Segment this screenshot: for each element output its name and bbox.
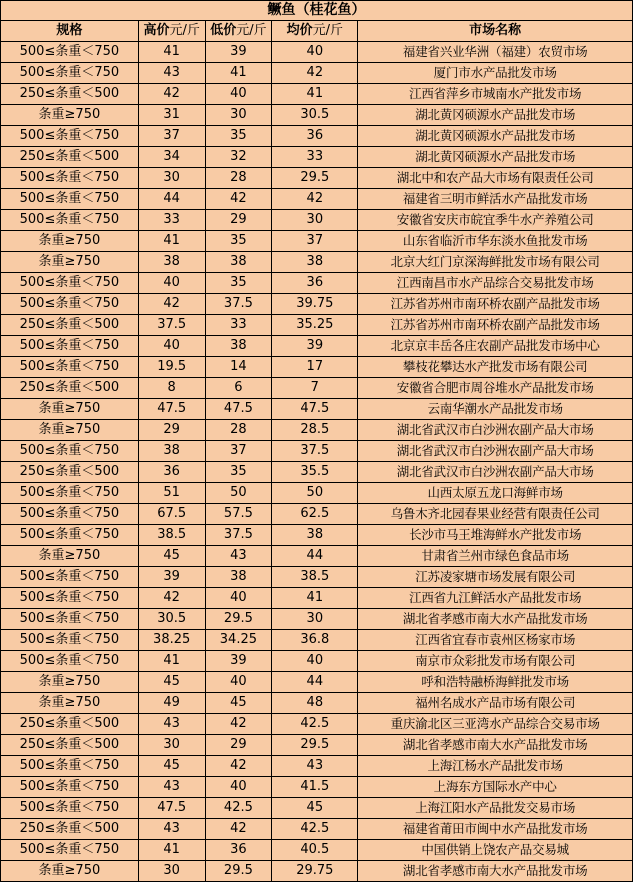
cell-market-name: 湖北省孝感市南大水产品批发市场 — [358, 609, 633, 630]
table-row — [1, 441, 633, 462]
cell-avg-price: 29.5 — [272, 735, 358, 756]
cell-spec: 500≤条重＜750 — [1, 504, 139, 525]
cell-market-name: 江西省九江鲜活水产品批发市场 — [358, 588, 633, 609]
cell-market-name: 南京市众彩批发市场有限公司 — [358, 651, 633, 672]
cell-high-price: 40 — [138, 273, 205, 294]
cell-spec: 条重≥750 — [1, 672, 139, 693]
cell-high-price: 47.5 — [138, 399, 205, 420]
cell-high-price: 45 — [138, 756, 205, 777]
table-row — [1, 546, 633, 567]
table-row — [1, 651, 633, 672]
cell-avg-price: 45 — [272, 798, 358, 819]
cell-high-price: 37 — [138, 126, 205, 147]
cell-market-name: 中国供销上饶农产品交易城 — [358, 840, 633, 861]
cell-low-price: 35 — [205, 462, 272, 483]
cell-market-name: 安徽省合肥市周谷堆水产品批发市场 — [358, 378, 633, 399]
cell-spec: 500≤条重＜750 — [1, 189, 139, 210]
cell-avg-price: 37 — [272, 231, 358, 252]
title-row — [1, 1, 633, 21]
cell-avg-price: 28.5 — [272, 420, 358, 441]
header-low — [205, 21, 272, 42]
cell-spec: 500≤条重＜750 — [1, 273, 139, 294]
header-market: 市场名称 — [358, 21, 633, 42]
cell-spec: 500≤条重＜750 — [1, 567, 139, 588]
cell-avg-price: 38 — [272, 252, 358, 273]
table-row — [1, 504, 633, 525]
cell-high-price: 30 — [138, 168, 205, 189]
cell-low-price: 35 — [205, 231, 272, 252]
cell-low-price: 34.25 — [205, 630, 272, 651]
cell-spec: 500≤条重＜750 — [1, 525, 139, 546]
cell-market-name: 上海江阳水产品批发交易市场 — [358, 798, 633, 819]
cell-high-price: 43 — [138, 819, 205, 840]
header-avg — [272, 21, 358, 42]
cell-low-price: 38 — [205, 252, 272, 273]
cell-low-price: 38 — [205, 567, 272, 588]
cell-avg-price: 41.5 — [272, 777, 358, 798]
table-row — [1, 756, 633, 777]
cell-spec: 条重≥750 — [1, 252, 139, 273]
cell-low-price: 29.5 — [205, 609, 272, 630]
table-row — [1, 525, 633, 546]
cell-high-price: 41 — [138, 42, 205, 63]
cell-avg-price: 29.75 — [272, 861, 358, 882]
cell-low-price: 6 — [205, 378, 272, 399]
cell-avg-price: 30.5 — [272, 105, 358, 126]
cell-low-price: 40 — [205, 777, 272, 798]
cell-low-price: 45 — [205, 693, 272, 714]
header-spec: 规格 — [1, 21, 139, 42]
table-row — [1, 714, 633, 735]
cell-spec: 500≤条重＜750 — [1, 210, 139, 231]
cell-avg-price: 42 — [272, 63, 358, 84]
table-row — [1, 630, 633, 651]
cell-avg-price: 33 — [272, 147, 358, 168]
cell-low-price: 30 — [205, 105, 272, 126]
cell-high-price: 31 — [138, 105, 205, 126]
cell-low-price: 42 — [205, 714, 272, 735]
cell-avg-price: 41 — [272, 588, 358, 609]
table-row — [1, 252, 633, 273]
cell-market-name: 湖北中和农产品大市场有限责任公司 — [358, 168, 633, 189]
cell-low-price: 40 — [205, 672, 272, 693]
cell-avg-price: 40 — [272, 651, 358, 672]
cell-low-price: 47.5 — [205, 399, 272, 420]
table-row — [1, 315, 633, 336]
cell-low-price: 32 — [205, 147, 272, 168]
cell-market-name: 江西南昌市水产品综合交易批发市场 — [358, 273, 633, 294]
table-row — [1, 861, 633, 882]
cell-low-price: 37.5 — [205, 525, 272, 546]
cell-spec: 500≤条重＜750 — [1, 294, 139, 315]
table-row — [1, 819, 633, 840]
table-row — [1, 357, 633, 378]
cell-market-name: 江西省宜春市袁州区杨家市场 — [358, 630, 633, 651]
cell-high-price: 39 — [138, 567, 205, 588]
cell-low-price: 50 — [205, 483, 272, 504]
cell-high-price: 19.5 — [138, 357, 205, 378]
header-low-label: 低价 — [210, 23, 237, 38]
cell-spec: 条重≥750 — [1, 861, 139, 882]
header-high — [138, 21, 205, 42]
header-avg-unit: 元/斤 — [312, 23, 344, 38]
cell-high-price: 45 — [138, 546, 205, 567]
cell-high-price: 34 — [138, 147, 205, 168]
cell-spec: 500≤条重＜750 — [1, 126, 139, 147]
cell-market-name: 安徽省安庆市皖宜季牛水产养殖公司 — [358, 210, 633, 231]
cell-market-name: 北京大红门京深海鲜批发市场有限公司 — [358, 252, 633, 273]
table-row — [1, 462, 633, 483]
cell-high-price: 38 — [138, 441, 205, 462]
table-row — [1, 231, 633, 252]
cell-spec: 500≤条重＜750 — [1, 63, 139, 84]
cell-low-price: 42 — [205, 189, 272, 210]
table-row — [1, 294, 633, 315]
cell-high-price: 41 — [138, 840, 205, 861]
cell-high-price: 51 — [138, 483, 205, 504]
cell-avg-price: 48 — [272, 693, 358, 714]
header-high-label: 高价 — [143, 23, 170, 38]
cell-high-price: 29 — [138, 420, 205, 441]
cell-avg-price: 35.5 — [272, 462, 358, 483]
cell-spec: 500≤条重＜750 — [1, 42, 139, 63]
cell-market-name: 湖北省孝感市南大水产品批发市场 — [358, 861, 633, 882]
cell-low-price: 40 — [205, 588, 272, 609]
cell-low-price: 28 — [205, 420, 272, 441]
cell-high-price: 41 — [138, 651, 205, 672]
table-row — [1, 672, 633, 693]
table-row — [1, 798, 633, 819]
cell-high-price: 45 — [138, 672, 205, 693]
cell-market-name: 攀枝花攀达水产批发市场有限公司 — [358, 357, 633, 378]
cell-market-name: 湖北省武汉市白沙洲农副产品大市场 — [358, 462, 633, 483]
cell-low-price: 35 — [205, 126, 272, 147]
cell-market-name: 湖北省孝感市南大水产品批发市场 — [358, 735, 633, 756]
cell-market-name: 湖北省武汉市白沙洲农副产品大市场 — [358, 420, 633, 441]
table-row — [1, 63, 633, 84]
cell-spec: 250≤条重＜500 — [1, 714, 139, 735]
cell-spec: 500≤条重＜750 — [1, 357, 139, 378]
cell-low-price: 36 — [205, 840, 272, 861]
cell-spec: 500≤条重＜750 — [1, 441, 139, 462]
cell-high-price: 42 — [138, 84, 205, 105]
table-row — [1, 126, 633, 147]
cell-spec: 250≤条重＜500 — [1, 462, 139, 483]
table-row — [1, 609, 633, 630]
cell-spec: 500≤条重＜750 — [1, 651, 139, 672]
cell-low-price: 33 — [205, 315, 272, 336]
cell-low-price: 43 — [205, 546, 272, 567]
cell-market-name: 江西省萍乡市城南水产批发市场 — [358, 84, 633, 105]
cell-avg-price: 35.25 — [272, 315, 358, 336]
cell-spec: 500≤条重＜750 — [1, 630, 139, 651]
cell-low-price: 40 — [205, 84, 272, 105]
cell-market-name: 云南华潮水产品批发市场 — [358, 399, 633, 420]
cell-avg-price: 47.5 — [272, 399, 358, 420]
table-row — [1, 210, 633, 231]
cell-avg-price: 30 — [272, 210, 358, 231]
table-row — [1, 168, 633, 189]
cell-avg-price: 42.5 — [272, 714, 358, 735]
header-avg-label: 均价 — [286, 23, 313, 38]
cell-market-name: 福建省兴业华洲（福建）农贸市场 — [358, 42, 633, 63]
cell-market-name: 上海江杨水产品批发市场 — [358, 756, 633, 777]
cell-market-name: 湖北省武汉市白沙洲农副产品大市场 — [358, 441, 633, 462]
cell-high-price: 67.5 — [138, 504, 205, 525]
table-row — [1, 336, 633, 357]
cell-spec: 条重≥750 — [1, 105, 139, 126]
table-row — [1, 840, 633, 861]
cell-spec: 条重≥750 — [1, 546, 139, 567]
cell-spec: 250≤条重＜500 — [1, 147, 139, 168]
cell-spec: 500≤条重＜750 — [1, 609, 139, 630]
table-row — [1, 567, 633, 588]
cell-avg-price: 38 — [272, 525, 358, 546]
cell-high-price: 36 — [138, 462, 205, 483]
cell-avg-price: 30 — [272, 609, 358, 630]
cell-spec: 500≤条重＜750 — [1, 483, 139, 504]
cell-market-name: 乌鲁木齐北园春果业经营有限责任公司 — [358, 504, 633, 525]
table-row — [1, 105, 633, 126]
cell-market-name: 呼和浩特融桥海鲜批发市场 — [358, 672, 633, 693]
cell-low-price: 38 — [205, 336, 272, 357]
cell-high-price: 41 — [138, 231, 205, 252]
cell-avg-price: 7 — [272, 378, 358, 399]
cell-spec: 500≤条重＜750 — [1, 777, 139, 798]
cell-high-price: 44 — [138, 189, 205, 210]
cell-low-price: 42.5 — [205, 798, 272, 819]
cell-low-price: 14 — [205, 357, 272, 378]
cell-spec: 500≤条重＜750 — [1, 840, 139, 861]
table-row — [1, 147, 633, 168]
cell-avg-price: 40 — [272, 42, 358, 63]
cell-spec: 500≤条重＜750 — [1, 588, 139, 609]
cell-high-price: 40 — [138, 336, 205, 357]
cell-spec: 500≤条重＜750 — [1, 756, 139, 777]
cell-low-price: 28 — [205, 168, 272, 189]
cell-spec: 条重≥750 — [1, 693, 139, 714]
cell-avg-price: 36.8 — [272, 630, 358, 651]
cell-low-price: 37.5 — [205, 294, 272, 315]
cell-high-price: 33 — [138, 210, 205, 231]
cell-spec: 500≤条重＜750 — [1, 798, 139, 819]
table-row — [1, 273, 633, 294]
cell-high-price: 30 — [138, 861, 205, 882]
cell-avg-price: 29.5 — [272, 168, 358, 189]
cell-spec: 250≤条重＜500 — [1, 378, 139, 399]
table-row — [1, 693, 633, 714]
cell-market-name: 福州名成水产品市场有限公司 — [358, 693, 633, 714]
cell-high-price: 38 — [138, 252, 205, 273]
cell-avg-price: 62.5 — [272, 504, 358, 525]
cell-high-price: 43 — [138, 714, 205, 735]
cell-low-price: 42 — [205, 819, 272, 840]
cell-spec: 250≤条重＜500 — [1, 84, 139, 105]
cell-high-price: 30.5 — [138, 609, 205, 630]
cell-market-name: 北京京丰岳各庄农副产品批发市场中心 — [358, 336, 633, 357]
cell-spec: 条重≥750 — [1, 420, 139, 441]
cell-market-name: 江苏凌家塘市场发展有限公司 — [358, 567, 633, 588]
cell-market-name: 山西太原五龙口海鲜市场 — [358, 483, 633, 504]
cell-avg-price: 42.5 — [272, 819, 358, 840]
cell-high-price: 42 — [138, 588, 205, 609]
cell-low-price: 29 — [205, 735, 272, 756]
table-row — [1, 777, 633, 798]
cell-market-name: 山东省临沂市华东淡水鱼批发市场 — [358, 231, 633, 252]
cell-spec: 500≤条重＜750 — [1, 168, 139, 189]
cell-spec: 条重≥750 — [1, 231, 139, 252]
cell-market-name: 甘肃省兰州市绿色食品市场 — [358, 546, 633, 567]
cell-avg-price: 17 — [272, 357, 358, 378]
cell-market-name: 湖北黄冈硕源水产品批发市场 — [358, 147, 633, 168]
cell-spec: 条重≥750 — [1, 399, 139, 420]
cell-low-price: 35 — [205, 273, 272, 294]
table-body — [1, 42, 633, 882]
header-row — [1, 21, 633, 42]
table-row — [1, 399, 633, 420]
cell-low-price: 29 — [205, 210, 272, 231]
cell-avg-price: 39.75 — [272, 294, 358, 315]
cell-market-name: 长沙市马王堆海鲜水产批发市场 — [358, 525, 633, 546]
cell-high-price: 42 — [138, 294, 205, 315]
cell-high-price: 47.5 — [138, 798, 205, 819]
cell-avg-price: 43 — [272, 756, 358, 777]
cell-low-price: 42 — [205, 756, 272, 777]
cell-high-price: 38.25 — [138, 630, 205, 651]
cell-avg-price: 44 — [272, 672, 358, 693]
cell-avg-price: 38.5 — [272, 567, 358, 588]
cell-market-name: 厦门市水产品批发市场 — [358, 63, 633, 84]
table-row — [1, 483, 633, 504]
cell-avg-price: 36 — [272, 126, 358, 147]
table-row — [1, 42, 633, 63]
cell-avg-price: 42 — [272, 189, 358, 210]
cell-avg-price: 40.5 — [272, 840, 358, 861]
cell-high-price: 38.5 — [138, 525, 205, 546]
cell-spec: 250≤条重＜500 — [1, 819, 139, 840]
header-high-unit: 元/斤 — [169, 23, 200, 38]
cell-low-price: 57.5 — [205, 504, 272, 525]
cell-market-name: 江苏省苏州市南环桥农副产品批发市场 — [358, 294, 633, 315]
cell-market-name: 重庆渝北区三亚湾水产品综合交易市场 — [358, 714, 633, 735]
cell-low-price: 39 — [205, 651, 272, 672]
cell-avg-price: 41 — [272, 84, 358, 105]
table-row — [1, 420, 633, 441]
cell-market-name: 福建省三明市鲜活水产品批发市场 — [358, 189, 633, 210]
header-low-unit: 元/斤 — [236, 23, 267, 38]
table-title: 鳜鱼（桂花鱼） — [1, 1, 633, 21]
cell-low-price: 41 — [205, 63, 272, 84]
cell-high-price: 37.5 — [138, 315, 205, 336]
cell-spec: 500≤条重＜750 — [1, 336, 139, 357]
cell-high-price: 43 — [138, 63, 205, 84]
cell-market-name: 湖北黄冈硕源水产品批发市场 — [358, 126, 633, 147]
cell-spec: 250≤条重＜500 — [1, 735, 139, 756]
table-row — [1, 378, 633, 399]
cell-high-price: 49 — [138, 693, 205, 714]
cell-low-price: 39 — [205, 42, 272, 63]
cell-avg-price: 37.5 — [272, 441, 358, 462]
cell-spec: 250≤条重＜500 — [1, 315, 139, 336]
cell-avg-price: 44 — [272, 546, 358, 567]
cell-market-name: 福建省莆田市闽中水产品批发市场 — [358, 819, 633, 840]
table-row — [1, 735, 633, 756]
cell-market-name: 上海东方国际水产中心 — [358, 777, 633, 798]
cell-low-price: 29.5 — [205, 861, 272, 882]
table-row — [1, 588, 633, 609]
cell-high-price: 30 — [138, 735, 205, 756]
cell-high-price: 8 — [138, 378, 205, 399]
cell-avg-price: 39 — [272, 336, 358, 357]
table-row — [1, 84, 633, 105]
cell-avg-price: 50 — [272, 483, 358, 504]
cell-market-name: 江苏省苏州市南环桥农副产品批发市场 — [358, 315, 633, 336]
cell-low-price: 37 — [205, 441, 272, 462]
cell-high-price: 43 — [138, 777, 205, 798]
table-row — [1, 189, 633, 210]
cell-market-name: 湖北黄冈硕源水产品批发市场 — [358, 105, 633, 126]
cell-avg-price: 36 — [272, 273, 358, 294]
